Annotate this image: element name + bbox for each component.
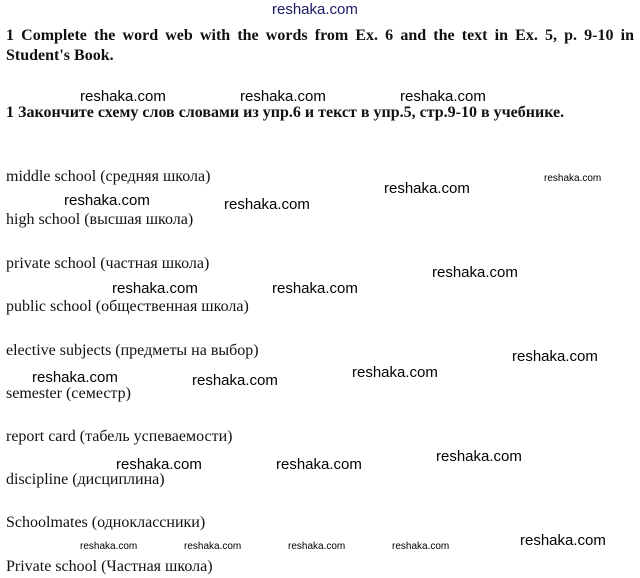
watermark: reshaka.com xyxy=(432,264,518,281)
watermark: reshaka.com xyxy=(272,280,358,297)
watermark: reshaka.com xyxy=(512,348,598,365)
watermark: reshaka.com xyxy=(64,192,150,209)
watermark: reshaka.com xyxy=(288,541,346,552)
watermark: reshaka.com xyxy=(352,364,438,381)
vocab-item: report card (табель успеваемости) xyxy=(6,428,233,445)
watermark: reshaka.com xyxy=(192,372,278,389)
watermark: reshaka.com xyxy=(80,541,138,552)
watermark: reshaka.com xyxy=(32,369,118,386)
watermark: reshaka.com xyxy=(392,541,450,552)
watermark: reshaka.com xyxy=(436,448,522,465)
watermark: reshaka.com xyxy=(116,456,202,473)
vocab-item: middle school (средняя школа) xyxy=(6,168,211,185)
watermark: reshaka.com xyxy=(276,456,362,473)
vocab-item: high school (высшая школа) xyxy=(6,211,194,228)
vocab-item: Private school (Частная школа) xyxy=(6,558,213,575)
vocab-item: private school (частная школа) xyxy=(6,255,210,272)
watermark: reshaka.com xyxy=(400,88,486,105)
watermark-top: reshaka.com xyxy=(272,1,358,18)
vocab-item: semester (семестр) xyxy=(6,385,131,402)
watermark: reshaka.com xyxy=(224,196,310,213)
vocab-item: discipline (дисциплина) xyxy=(6,471,165,488)
watermark: reshaka.com xyxy=(520,532,606,549)
watermark: reshaka.com xyxy=(184,541,242,552)
watermark: reshaka.com xyxy=(112,280,198,297)
watermark: reshaka.com xyxy=(384,180,470,197)
vocab-item: public school (общественная школа) xyxy=(6,298,249,315)
vocab-item: elective subjects (предметы на выбор) xyxy=(6,342,259,359)
exercise-heading-russian: 1 Закончите схему слов словами из упр.6 и текст в упр.5, стр.9-10 в учебнике. xyxy=(6,104,565,121)
watermark: reshaka.com xyxy=(240,88,326,105)
watermark: reshaka.com xyxy=(544,173,602,184)
exercise-heading-english: 1 Complete the word web with the words from Ex. 6 and the text in Ex. 5, p. 9-10 in Student's Book. xyxy=(6,27,634,64)
vocab-item: Schoolmates (одноклассники) xyxy=(6,514,206,531)
watermark: reshaka.com xyxy=(80,88,166,105)
